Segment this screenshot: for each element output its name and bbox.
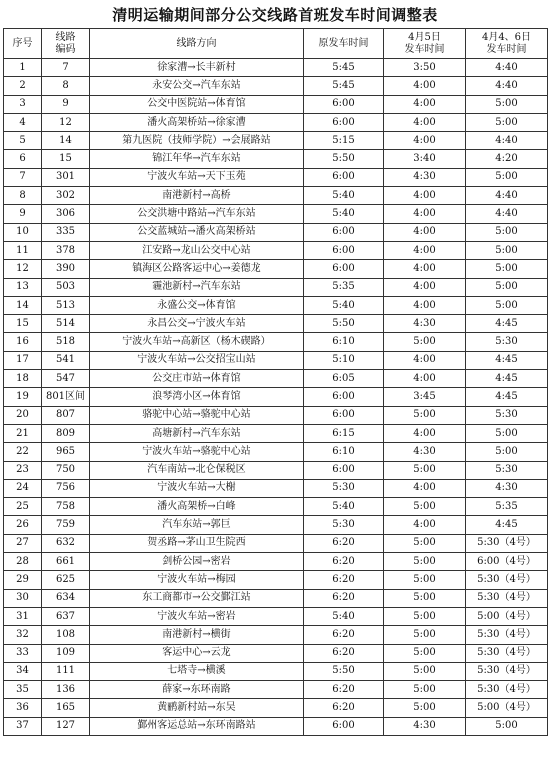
table-row xyxy=(4,150,548,168)
row-route: 黄鹂新村站→东吴 xyxy=(90,699,304,717)
row-apr5-time: 4:30 xyxy=(384,315,466,333)
table-row xyxy=(4,553,548,571)
row-seq: 36 xyxy=(4,699,42,717)
row-line-code: 14 xyxy=(42,132,90,150)
row-apr46-time: 6:00（4号） xyxy=(466,553,548,571)
table-header-row xyxy=(4,29,548,59)
row-route: 江安路→龙山公交中心站 xyxy=(90,241,304,259)
row-apr46-time: 5:00 xyxy=(466,113,548,131)
row-route: 宁波火车站→公交招宝山站 xyxy=(90,351,304,369)
row-seq: 27 xyxy=(4,534,42,552)
table-row xyxy=(4,662,548,680)
row-apr5-time: 3:50 xyxy=(384,59,466,77)
row-seq: 10 xyxy=(4,223,42,241)
row-apr5-time: 4:00 xyxy=(384,260,466,278)
row-line-code: 759 xyxy=(42,516,90,534)
row-seq: 37 xyxy=(4,717,42,735)
row-line-code: 758 xyxy=(42,498,90,516)
header-seq: 序号 xyxy=(4,29,42,59)
table-row xyxy=(4,187,548,205)
row-apr46-time: 4:45 xyxy=(466,370,548,388)
row-route: 东工商都市→公交鄞江站 xyxy=(90,589,304,607)
row-apr46-time: 5:00（4号） xyxy=(466,607,548,625)
table-row xyxy=(4,681,548,699)
row-apr5-time: 4:00 xyxy=(384,132,466,150)
schedule-table xyxy=(3,28,548,736)
table-row xyxy=(4,333,548,351)
row-original-time: 6:20 xyxy=(304,626,384,644)
row-seq: 6 xyxy=(4,150,42,168)
row-apr5-time: 4:00 xyxy=(384,278,466,296)
table-row xyxy=(4,315,548,333)
row-route: 宁波火车站→天下玉苑 xyxy=(90,168,304,186)
row-apr5-time: 4:00 xyxy=(384,77,466,95)
row-original-time: 6:00 xyxy=(304,406,384,424)
table-row xyxy=(4,498,548,516)
row-seq: 18 xyxy=(4,370,42,388)
row-original-time: 6:05 xyxy=(304,370,384,388)
row-original-time: 5:45 xyxy=(304,59,384,77)
row-line-code: 12 xyxy=(42,113,90,131)
row-apr5-time: 5:00 xyxy=(384,699,466,717)
row-apr46-time: 4:45 xyxy=(466,315,548,333)
table-row xyxy=(4,223,548,241)
row-line-code: 127 xyxy=(42,717,90,735)
table-row xyxy=(4,351,548,369)
row-seq: 30 xyxy=(4,589,42,607)
row-seq: 1 xyxy=(4,59,42,77)
row-apr46-time: 5:00 xyxy=(466,296,548,314)
row-apr5-time: 5:00 xyxy=(384,571,466,589)
row-route: 宁波火车站→骆驼中心站 xyxy=(90,443,304,461)
row-seq: 23 xyxy=(4,461,42,479)
table-row xyxy=(4,424,548,442)
row-route: 第九医院（技师学院）→会展路站 xyxy=(90,132,304,150)
row-apr5-time: 5:00 xyxy=(384,534,466,552)
row-seq: 31 xyxy=(4,607,42,625)
row-apr5-time: 4:30 xyxy=(384,717,466,735)
row-apr46-time: 4:40 xyxy=(466,132,548,150)
row-apr5-time: 4:00 xyxy=(384,223,466,241)
row-original-time: 5:50 xyxy=(304,662,384,680)
row-apr5-time: 5:00 xyxy=(384,406,466,424)
row-seq: 2 xyxy=(4,77,42,95)
row-apr5-time: 4:00 xyxy=(384,205,466,223)
row-route: 公交中医院站→体育馆 xyxy=(90,95,304,113)
row-original-time: 6:15 xyxy=(304,424,384,442)
table-row xyxy=(4,260,548,278)
table-row xyxy=(4,205,548,223)
row-line-code: 378 xyxy=(42,241,90,259)
row-apr5-time: 5:00 xyxy=(384,607,466,625)
header-original-time: 原发车时间 xyxy=(304,29,384,59)
row-route: 公交庄市站→体育馆 xyxy=(90,370,304,388)
row-original-time: 6:00 xyxy=(304,223,384,241)
row-original-time: 6:20 xyxy=(304,571,384,589)
row-original-time: 5:30 xyxy=(304,516,384,534)
row-original-time: 5:50 xyxy=(304,150,384,168)
row-apr46-time: 4:45 xyxy=(466,351,548,369)
row-original-time: 6:00 xyxy=(304,461,384,479)
row-apr46-time: 4:40 xyxy=(466,187,548,205)
row-original-time: 5:40 xyxy=(304,498,384,516)
row-original-time: 5:40 xyxy=(304,205,384,223)
row-seq: 16 xyxy=(4,333,42,351)
row-route: 宁波火车站→高新区（杨木碶路） xyxy=(90,333,304,351)
row-apr46-time: 5:00 xyxy=(466,260,548,278)
row-route: 镇海区公路客运中心→姜德龙 xyxy=(90,260,304,278)
row-apr46-time: 5:00 xyxy=(466,95,548,113)
row-line-code: 7 xyxy=(42,59,90,77)
row-original-time: 6:00 xyxy=(304,241,384,259)
row-apr46-time: 5:00 xyxy=(466,223,548,241)
row-apr5-time: 5:00 xyxy=(384,626,466,644)
row-route: 汽车南站→北仑保税区 xyxy=(90,461,304,479)
row-apr5-time: 4:30 xyxy=(384,168,466,186)
row-line-code: 661 xyxy=(42,553,90,571)
table-row xyxy=(4,59,548,77)
row-line-code: 108 xyxy=(42,626,90,644)
row-seq: 8 xyxy=(4,187,42,205)
row-route: 鄞州客运总站→东环南路站 xyxy=(90,717,304,735)
row-apr46-time: 4:20 xyxy=(466,150,548,168)
table-row xyxy=(4,388,548,406)
row-apr46-time: 5:30（4号） xyxy=(466,681,548,699)
row-route: 永盛公交→体育馆 xyxy=(90,296,304,314)
table-row xyxy=(4,626,548,644)
row-route: 骆驼中心站→骆驼中心站 xyxy=(90,406,304,424)
row-route: 汽车东站→郭巨 xyxy=(90,516,304,534)
row-seq: 21 xyxy=(4,424,42,442)
row-apr46-time: 4:40 xyxy=(466,77,548,95)
table-row xyxy=(4,699,548,717)
row-apr46-time: 4:30 xyxy=(466,479,548,497)
row-seq: 33 xyxy=(4,644,42,662)
header-apr5-time: 4月5日 发车时间 xyxy=(384,29,466,59)
row-line-code: 302 xyxy=(42,187,90,205)
row-route: 南港新村→横街 xyxy=(90,626,304,644)
row-seq: 4 xyxy=(4,113,42,131)
row-seq: 12 xyxy=(4,260,42,278)
table-row xyxy=(4,443,548,461)
row-route: 薛家→东环南路 xyxy=(90,681,304,699)
row-apr5-time: 5:00 xyxy=(384,644,466,662)
row-apr46-time: 4:45 xyxy=(466,516,548,534)
row-original-time: 6:20 xyxy=(304,681,384,699)
row-route: 宁波火车站→梅园 xyxy=(90,571,304,589)
table-row xyxy=(4,113,548,131)
table-row xyxy=(4,132,548,150)
row-seq: 26 xyxy=(4,516,42,534)
row-route: 永昌公交→宁波火车站 xyxy=(90,315,304,333)
row-original-time: 6:00 xyxy=(304,388,384,406)
row-apr46-time: 5:30（4号） xyxy=(466,534,548,552)
row-apr46-time: 4:40 xyxy=(466,59,548,77)
row-route: 剑桥公园→密岩 xyxy=(90,553,304,571)
row-original-time: 5:10 xyxy=(304,351,384,369)
row-apr5-time: 4:00 xyxy=(384,370,466,388)
row-original-time: 6:00 xyxy=(304,260,384,278)
row-line-code: 111 xyxy=(42,662,90,680)
row-seq: 15 xyxy=(4,315,42,333)
row-line-code: 301 xyxy=(42,168,90,186)
row-seq: 20 xyxy=(4,406,42,424)
row-line-code: 518 xyxy=(42,333,90,351)
table-row xyxy=(4,717,548,735)
row-line-code: 801区间 xyxy=(42,388,90,406)
row-original-time: 6:20 xyxy=(304,553,384,571)
row-original-time: 5:50 xyxy=(304,315,384,333)
row-line-code: 306 xyxy=(42,205,90,223)
row-line-code: 15 xyxy=(42,150,90,168)
row-apr46-time: 5:00 xyxy=(466,717,548,735)
row-original-time: 6:20 xyxy=(304,699,384,717)
row-line-code: 634 xyxy=(42,589,90,607)
row-apr5-time: 3:40 xyxy=(384,150,466,168)
row-original-time: 6:00 xyxy=(304,113,384,131)
row-seq: 22 xyxy=(4,443,42,461)
row-line-code: 756 xyxy=(42,479,90,497)
row-seq: 17 xyxy=(4,351,42,369)
row-route: 潘火高架桥站→徐家漕 xyxy=(90,113,304,131)
table-row xyxy=(4,77,548,95)
table-row xyxy=(4,168,548,186)
row-apr46-time: 5:30（4号） xyxy=(466,571,548,589)
row-original-time: 5:40 xyxy=(304,607,384,625)
row-seq: 32 xyxy=(4,626,42,644)
row-route: 公交洪塘中路站→汽车东站 xyxy=(90,205,304,223)
row-apr5-time: 4:00 xyxy=(384,113,466,131)
row-line-code: 632 xyxy=(42,534,90,552)
row-seq: 34 xyxy=(4,662,42,680)
row-line-code: 390 xyxy=(42,260,90,278)
table-row xyxy=(4,479,548,497)
row-apr46-time: 5:00 xyxy=(466,241,548,259)
row-apr46-time: 4:40 xyxy=(466,205,548,223)
row-route: 客运中心→云龙 xyxy=(90,644,304,662)
row-line-code: 8 xyxy=(42,77,90,95)
row-apr46-time: 5:00 xyxy=(466,443,548,461)
row-original-time: 5:45 xyxy=(304,77,384,95)
page-title: 清明运输期间部分公交线路首班发车时间调整表 xyxy=(112,6,438,24)
row-line-code: 637 xyxy=(42,607,90,625)
row-seq: 24 xyxy=(4,479,42,497)
row-apr46-time: 5:00 xyxy=(466,278,548,296)
row-apr46-time: 5:30（4号） xyxy=(466,662,548,680)
row-original-time: 5:35 xyxy=(304,278,384,296)
row-apr5-time: 5:00 xyxy=(384,553,466,571)
row-apr5-time: 4:00 xyxy=(384,95,466,113)
row-apr5-time: 5:00 xyxy=(384,498,466,516)
row-route: 七塔寺→横溪 xyxy=(90,662,304,680)
row-route: 徐家漕→长丰新村 xyxy=(90,59,304,77)
row-route: 浪琴湾小区→体育馆 xyxy=(90,388,304,406)
table-row xyxy=(4,516,548,534)
table-row xyxy=(4,241,548,259)
table-row xyxy=(4,406,548,424)
table-row xyxy=(4,571,548,589)
table-row xyxy=(4,296,548,314)
row-route: 永安公交→汽车东站 xyxy=(90,77,304,95)
row-original-time: 6:20 xyxy=(304,644,384,662)
row-apr46-time: 5:00（4号） xyxy=(466,699,548,717)
row-original-time: 5:15 xyxy=(304,132,384,150)
table-row xyxy=(4,589,548,607)
row-route: 锦江年华→汽车东站 xyxy=(90,150,304,168)
row-line-code: 807 xyxy=(42,406,90,424)
row-original-time: 6:00 xyxy=(304,168,384,186)
row-apr5-time: 5:00 xyxy=(384,662,466,680)
table-row xyxy=(4,95,548,113)
row-seq: 3 xyxy=(4,95,42,113)
table-row xyxy=(4,607,548,625)
row-apr5-time: 5:00 xyxy=(384,333,466,351)
row-seq: 14 xyxy=(4,296,42,314)
row-seq: 35 xyxy=(4,681,42,699)
row-line-code: 165 xyxy=(42,699,90,717)
row-apr46-time: 5:30（4号） xyxy=(466,626,548,644)
row-route: 宁波火车站→大榭 xyxy=(90,479,304,497)
row-seq: 13 xyxy=(4,278,42,296)
row-line-code: 503 xyxy=(42,278,90,296)
row-apr46-time: 5:00 xyxy=(466,424,548,442)
row-route: 贺丞路→茅山卫生院西 xyxy=(90,534,304,552)
row-seq: 9 xyxy=(4,205,42,223)
row-original-time: 6:10 xyxy=(304,443,384,461)
row-apr5-time: 4:00 xyxy=(384,296,466,314)
row-route: 霾池新村→汽车东站 xyxy=(90,278,304,296)
row-seq: 28 xyxy=(4,553,42,571)
row-line-code: 809 xyxy=(42,424,90,442)
table-row xyxy=(4,644,548,662)
row-apr46-time: 5:30 xyxy=(466,461,548,479)
row-route: 南港新村→高桥 xyxy=(90,187,304,205)
row-original-time: 6:00 xyxy=(304,717,384,735)
row-seq: 11 xyxy=(4,241,42,259)
row-original-time: 6:10 xyxy=(304,333,384,351)
row-apr46-time: 5:30（4号） xyxy=(466,644,548,662)
row-line-code: 136 xyxy=(42,681,90,699)
row-apr46-time: 5:30 xyxy=(466,406,548,424)
row-apr5-time: 4:00 xyxy=(384,424,466,442)
table-row xyxy=(4,461,548,479)
row-apr5-time: 4:00 xyxy=(384,351,466,369)
row-apr5-time: 4:00 xyxy=(384,479,466,497)
row-original-time: 6:20 xyxy=(304,589,384,607)
row-route: 潘火高架桥→白峰 xyxy=(90,498,304,516)
row-apr5-time: 4:00 xyxy=(384,241,466,259)
row-apr46-time: 5:00 xyxy=(466,168,548,186)
row-seq: 25 xyxy=(4,498,42,516)
row-original-time: 6:20 xyxy=(304,534,384,552)
row-apr46-time: 5:35 xyxy=(466,498,548,516)
row-original-time: 5:30 xyxy=(304,479,384,497)
table-row xyxy=(4,370,548,388)
row-line-code: 514 xyxy=(42,315,90,333)
row-seq: 5 xyxy=(4,132,42,150)
row-apr46-time: 4:45 xyxy=(466,388,548,406)
row-apr5-time: 5:00 xyxy=(384,681,466,699)
row-seq: 29 xyxy=(4,571,42,589)
row-line-code: 109 xyxy=(42,644,90,662)
row-apr5-time: 4:00 xyxy=(384,516,466,534)
row-apr5-time: 4:30 xyxy=(384,443,466,461)
row-line-code: 513 xyxy=(42,296,90,314)
row-seq: 7 xyxy=(4,168,42,186)
row-line-code: 541 xyxy=(42,351,90,369)
header-line-code: 线路 编码 xyxy=(42,29,90,59)
row-route: 宁波火车站→密岩 xyxy=(90,607,304,625)
table-row xyxy=(4,278,548,296)
row-original-time: 5:40 xyxy=(304,296,384,314)
row-apr5-time: 4:00 xyxy=(384,187,466,205)
row-apr5-time: 5:00 xyxy=(384,461,466,479)
row-original-time: 5:40 xyxy=(304,187,384,205)
row-line-code: 9 xyxy=(42,95,90,113)
row-route: 高塘新村→汽车东站 xyxy=(90,424,304,442)
header-apr46-time: 4月4、6日 发车时间 xyxy=(466,29,548,59)
row-original-time: 6:00 xyxy=(304,95,384,113)
row-apr5-time: 3:45 xyxy=(384,388,466,406)
table-row xyxy=(4,534,548,552)
row-line-code: 965 xyxy=(42,443,90,461)
header-route: 线路方向 xyxy=(90,29,304,59)
row-line-code: 750 xyxy=(42,461,90,479)
row-apr5-time: 5:00 xyxy=(384,589,466,607)
row-apr46-time: 5:30（4号） xyxy=(466,589,548,607)
row-route: 公交蓝城站→潘火高架桥站 xyxy=(90,223,304,241)
row-line-code: 625 xyxy=(42,571,90,589)
row-line-code: 335 xyxy=(42,223,90,241)
row-line-code: 547 xyxy=(42,370,90,388)
row-seq: 19 xyxy=(4,388,42,406)
row-apr46-time: 5:30 xyxy=(466,333,548,351)
